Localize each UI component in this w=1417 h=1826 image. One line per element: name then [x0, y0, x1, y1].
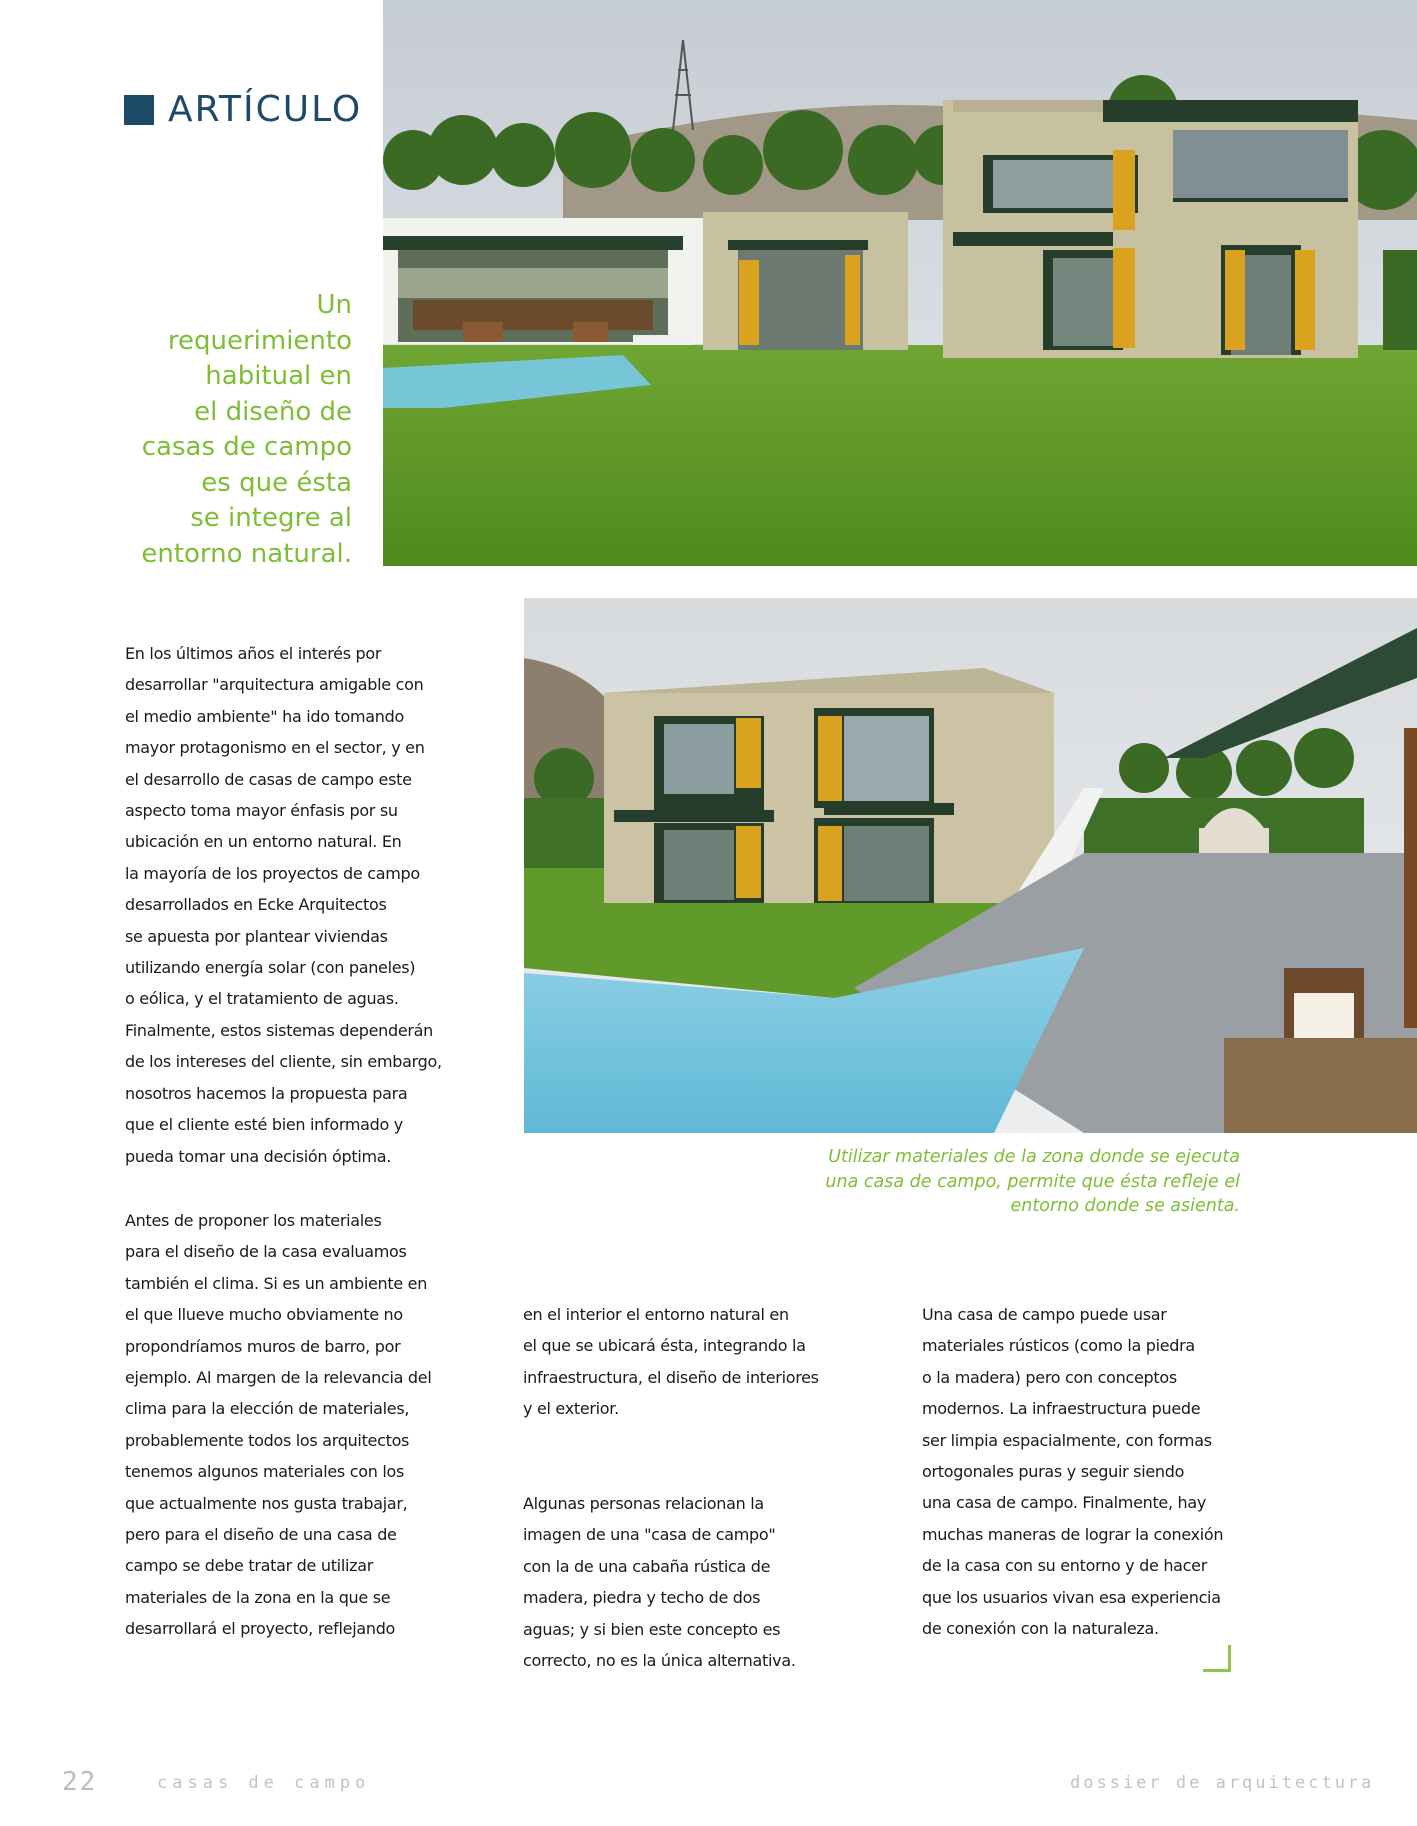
body-line: el que se ubicará ésta, integrando la — [523, 1336, 806, 1356]
body-line: también el clima. Si es un ambiente en — [125, 1273, 428, 1293]
body-line: pero para el diseño de una casa de — [125, 1525, 397, 1545]
body-line: que el cliente esté bien informado y — [125, 1115, 403, 1135]
body-line: desarrollados en Ecke Arquitectos — [125, 895, 387, 915]
pull-quote-line: el diseño de — [194, 396, 352, 427]
body-line: que actualmente nos gusta trabajar, — [125, 1493, 408, 1513]
body-line: el que llueve mucho obviamente no — [125, 1305, 403, 1325]
body-line: Finalmente, estos sistemas dependerán — [125, 1020, 434, 1040]
body-line: para el diseño de la casa evaluamos — [125, 1242, 407, 1262]
caption-line: Utilizar materiales de la zona donde se ejecuta — [828, 1147, 1240, 1167]
body-line: probablemente todos los arquitectos — [125, 1430, 410, 1450]
body-line: imagen de una "casa de campo" — [523, 1525, 776, 1545]
body-line: de los intereses del cliente, sin embargo, — [125, 1052, 442, 1072]
body-line: se apuesta por plantear viviendas — [125, 926, 388, 946]
body-line: de la casa con su entorno y de hacer — [922, 1556, 1207, 1576]
body-line: aspecto toma mayor énfasis por su — [125, 801, 398, 821]
body-line: madera, piedra y techo de dos — [523, 1588, 761, 1608]
body-line: muchas maneras de lograr la conexión — [922, 1524, 1224, 1544]
body-paragraph — [523, 1488, 853, 1676]
body-line: campo se debe tratar de utilizar — [125, 1556, 373, 1576]
pull-quote-line: requerimiento — [167, 325, 352, 356]
section-label: ARTÍCULO — [168, 89, 363, 130]
body-line: desarrollará el proyecto, reflejando — [125, 1619, 396, 1639]
body-line: tenemos algunos materiales con los — [125, 1462, 405, 1482]
body-line: pueda tomar una decisión óptima. — [125, 1146, 392, 1166]
magazine-title: casas de campo — [157, 1773, 371, 1793]
body-line: utilizando energía solar (con paneles) — [125, 958, 416, 978]
pull-quote-line: habitual en — [205, 361, 352, 391]
photo-caption — [760, 1145, 1240, 1219]
body-line: infraestructura, el diseño de interiores — [523, 1367, 819, 1387]
body-line: modernos. La infraestructura puede — [922, 1399, 1201, 1419]
body-line: ejemplo. Al margen de la relevancia del — [125, 1368, 432, 1388]
end-of-article-mark — [1203, 1645, 1231, 1672]
body-line: clima para la elección de materiales, — [125, 1399, 410, 1419]
body-line: Antes de proponer los materiales — [125, 1211, 382, 1230]
body-line: en el interior el entorno natural en — [523, 1305, 789, 1324]
pull-quote-line: es que ésta — [201, 467, 352, 498]
page-number: 22 — [62, 1767, 98, 1797]
body-line: Algunas personas relacionan la — [523, 1494, 764, 1513]
top-house-photo — [383, 0, 1417, 566]
body-line: Una casa de campo puede usar — [922, 1305, 1167, 1324]
body-line: el desarrollo de casas de campo este — [125, 769, 412, 789]
body-line: aguas; y si bien este concepto es — [523, 1619, 781, 1639]
magazine-section: dossier de arquitectura — [1070, 1773, 1375, 1793]
body-line: el medio ambiente" ha ido tomando — [125, 706, 404, 726]
body-line: una casa de campo. Finalmente, hay — [922, 1493, 1207, 1513]
body-paragraph — [523, 1299, 853, 1425]
body-line: mayor protagonismo en el sector, y en — [125, 738, 425, 758]
caption-line: una casa de campo, permite que ésta refleje el — [825, 1171, 1240, 1192]
body-paragraph — [922, 1299, 1252, 1644]
body-line: o la madera) pero con conceptos — [922, 1367, 1177, 1387]
body-line: nosotros hacemos la propuesta para — [125, 1083, 408, 1103]
body-line: materiales de la zona en la que se — [125, 1587, 391, 1607]
body-line: ser limpia espacialmente, con formas — [922, 1430, 1212, 1450]
body-line: propondríamos muros de barro, por — [125, 1336, 401, 1356]
body-line: correcto, no es la única alternativa. — [523, 1651, 796, 1671]
body-line: con la de una cabaña rústica de — [523, 1556, 771, 1576]
body-line: la mayoría de los proyectos de campo — [125, 863, 420, 883]
body-line: En los últimos años el interés por — [125, 644, 382, 663]
body-line: y el exterior. — [523, 1399, 619, 1419]
body-line: ortogonales puras y seguir siendo — [922, 1462, 1185, 1482]
body-line: de conexión con la naturaleza. — [922, 1619, 1159, 1639]
body-line: que los usuarios vivan esa experiencia — [922, 1587, 1221, 1607]
section-marker-square — [124, 95, 154, 125]
body-paragraph — [125, 1205, 455, 1645]
body-line: ubicación en un entorno natural. En — [125, 832, 402, 852]
pool-house-photo — [524, 598, 1417, 1133]
pull-quote-line: casas de campo — [141, 432, 352, 462]
body-line: materiales rústicos (como la piedra — [922, 1336, 1195, 1356]
body-line: o eólica, y el tratamiento de aguas. — [125, 989, 399, 1009]
pull-quote-line: entorno natural. — [141, 538, 352, 569]
pull-quote — [120, 288, 352, 572]
pull-quote-line: Un — [316, 290, 352, 320]
pull-quote-line: se integre al — [190, 503, 352, 533]
caption-line: entorno donde se asienta. — [1010, 1196, 1240, 1216]
body-line: desarrollar "arquitectura amigable con — [125, 675, 424, 695]
body-paragraph — [125, 638, 455, 1172]
